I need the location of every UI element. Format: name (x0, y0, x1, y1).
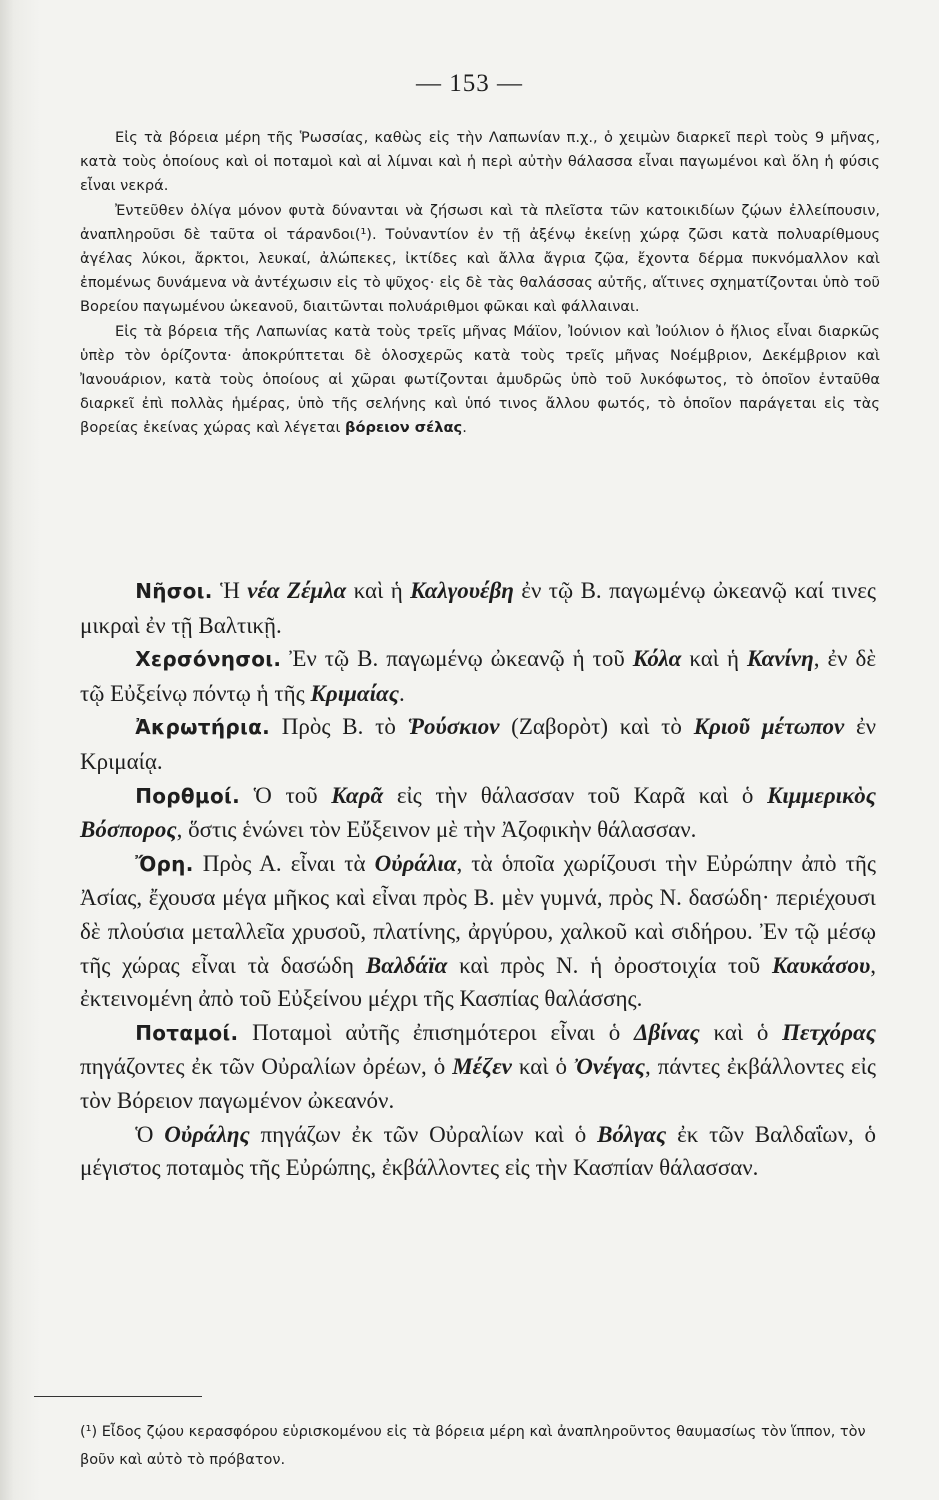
straits-text-1: Ὁ τοῦ (239, 782, 332, 808)
rivers-text-4: καὶ ὁ (511, 1054, 574, 1080)
place-name: Καλγουέβη (410, 578, 514, 603)
place-name: Κριμαίας (310, 680, 399, 706)
mountains-text-1: Πρὸς Α. εἶναι τὰ (193, 850, 375, 876)
section-capes (80, 710, 876, 778)
footnote-text: Εἶδος ζῴου κερασφόρου εὑρισκομένου εἰς τὰ βόρεια μέρη καὶ ἀναπληροῦντος θαυμασίως τὸν ἵππον, τὸν βοῦν καὶ αὐτὸ τὸ πρόβατον. (80, 1424, 866, 1468)
paragraph-fauna-text-2: . Τοὐναντίον ἐν τῇ ἀξένῳ ἐκείνῃ χώρᾳ ζῶσι κατὰ πολυαρίθμους ἀγέλας λύκοι, ἄρκτοι, λευκαί, ἀλώπεκες, ἰκτίδες καὶ ἄλλα ἄγρια ζῷα, ἔχοντα δέρμα πυκνόμαλλον καὶ ἐπομένως δυνάμενα νὰ ἀντέχωσιν εἰς τὸ ψῦχος· εἰς δὲ τὰς θαλάσσας αὐτῆς, αἵτινες σχηματίζονται ὑπὸ τοῦ Βορείου παγωμένου ὠκεανοῦ, διαιτῶνται πολυάριθμοι φῶκαι καὶ φάλλαιναι. (80, 225, 881, 316)
place-name: Καυκάσου (771, 952, 871, 978)
paragraph-sun-end: . (462, 419, 467, 437)
islands-text-2: καὶ ἡ (346, 578, 411, 603)
place-name: Κόλα (632, 646, 682, 672)
place-name: Βαλδάϊα (365, 952, 448, 978)
place-name: Βόλγας (597, 1121, 667, 1147)
place-name: Πετχόρας (782, 1019, 876, 1045)
volga-text-3: ἐκ τῶν Βαλδαΐων, ὁ μέγιστος ποταμὸς τῆς Εὐρώπης, ἐκβάλλοντες εἰς τὴν Κασπίαν θάλασσαν. (80, 1121, 876, 1181)
capes-text-2: (Ζαβορὸτ) καὶ τὸ (499, 714, 694, 740)
page-number: — 153 — (416, 70, 523, 97)
peninsulas-text-3: , ἐν δὲ τῷ Εὐξείνῳ πόντῳ ἡ τῆς (80, 646, 877, 706)
place-name: Μέζεν (452, 1054, 512, 1080)
volga-text-1: Ὁ (135, 1121, 165, 1147)
heading-islands: Νῆσοι. (135, 579, 213, 603)
straits-text-3: , ὅστις ἑνώνει τὸν Εὔξεινον μὲ τὴν Ἀζοφικὴν θάλασσαν. (176, 817, 697, 843)
section-peninsulas (80, 642, 876, 710)
geography-sections (80, 574, 876, 1185)
footnote (80, 1418, 880, 1474)
heading-peninsulas: Χερσόνησοι. (135, 647, 282, 672)
mountains-text-4: , ἐκτεινομένη ἀπὸ τοῦ Εὐξείνου μέχρι τῆς Κασπίας θαλάσσης. (80, 952, 876, 1012)
place-name: Καρᾶ (331, 782, 384, 808)
place-name: Οὐράλια (374, 850, 457, 876)
islands-text-3: ἐν τῷ Β. παγωμένῳ ὠκεανῷ καί τινες μικραὶ ἐν τῇ Βαλτικῇ. (80, 578, 876, 638)
place-name: Ὀνέγας (573, 1054, 646, 1080)
footnote-divider (34, 1396, 202, 1397)
footnote-paragraph (80, 1418, 880, 1474)
peninsulas-text-4: . (398, 680, 405, 706)
place-name: Οὐράλης (164, 1121, 250, 1147)
mountains-text-3: καὶ πρὸς Ν. ἡ ὀροστοιχία τοῦ (447, 952, 772, 978)
paragraph-winter-text: Εἰς τὰ βόρεια μέρη τῆς Ῥωσσίας, καθὼς εἰς τὴν Λαπωνίαν π.χ., ὁ χειμὼν διαρκεῖ περὶ τοὺς 9 μῆνας, κατὰ τοὺς ὁποίους καὶ οἱ ποταμοὶ καὶ αἱ λίμναι καὶ ἡ περὶ αὐτὴν θάλασσα εἶναι παγωμένοι καὶ ὅλη ἡ φύσις εἶναι νεκρά. (80, 129, 880, 195)
section-volga (80, 1118, 876, 1185)
place-name: Κιμμερικὸς Βόσπορος (80, 782, 877, 843)
intro-text-block (80, 126, 880, 441)
paragraph-sun (80, 320, 880, 441)
rivers-text-2: καὶ ὁ (699, 1019, 783, 1045)
paragraph-winter (80, 126, 880, 199)
capes-text-1: Πρὸς Β. τὸ (270, 714, 408, 740)
heading-rivers: Ποταμοί. (135, 1020, 239, 1045)
footnote-reference: (¹) (354, 225, 372, 243)
paragraph-fauna (80, 199, 880, 320)
place-name: Δβίνας (633, 1019, 700, 1045)
aurora-term: βόρειον σέλας (345, 419, 463, 437)
section-islands (80, 574, 876, 642)
place-name: Κανίνη (746, 646, 814, 672)
capes-text-3: ἐν Κριμαίᾳ. (80, 714, 876, 774)
mountains-text-2: , τὰ ὁποῖα χωρίζουσι τὴν Εὐρώπην ἀπὸ τῆς Ἀσίας, ἔχουσα μέγα μῆκος καὶ εἶναι πρὸς Β. μὲν γυμνά, πρὸς Ν. δασώδη· περιέχουσι δὲ πλούσια μεταλλεῖα χρυσοῦ, πλατίνης, ἀργύρου, χαλκοῦ καὶ σιδήρου. Ἐν τῷ μέσῳ τῆς χώρας εἶναι τὰ δασώδη (80, 850, 876, 978)
heading-straits: Πορθμοί. (135, 783, 240, 808)
rivers-text-1: Ποταμοὶ αὐτῆς ἐπισημότεροι εἶναι ὁ (238, 1019, 634, 1045)
paragraph-sun-text: Εἰς τὰ βόρεια τῆς Λαπωνίας κατὰ τοὺς τρεῖς μῆνας Μάϊον, Ἰούνιον καὶ Ἰούλιον ὁ ἥλιος εἶναι διαρκῶς ὑπὲρ τὸν ὁρίζοντα· ἀποκρύπτεται δὲ ὁλοσχερῶς κατὰ τοὺς τρεῖς μῆνας Νοέμβριον, Δεκέμβριον καὶ Ἰανουάριον, κατὰ τοὺς ὁποίους αἱ χῶραι φωτίζονται ἀμυδρῶς ὑπὸ τοῦ λυκόφωτος, τὸ ὁποῖον ἐνταῦθα διαρκεῖ ἐπὶ πολλὰς ἡμέρας, ὑπὸ τῆς σελήνης καὶ ὑπό τινος ἄλλου φωτός, τὸ ὁποῖον παράγεται εἰς τὰς βορείας ἐκείνας χώρας καὶ λέγεται (80, 322, 880, 437)
place-name: νέα Ζέμλα (247, 578, 347, 603)
heading-capes: Ἀκρωτήρια. (135, 715, 271, 740)
paragraph-fauna-text-1: Ἐντεῦθεν ὀλίγα μόνον φυτὰ δύνανται νὰ ζήσωσι καὶ τὰ πλεῖστα τῶν κατοικιδίων ζῴων ἐλλείπουσιν, ἀναπληροῦσι δὲ ταῦτα οἱ τάρανδοι (80, 201, 880, 243)
footnote-mark: (¹) (80, 1424, 98, 1440)
rivers-text-5: , πάντες ἐκβάλλοντες εἰς τὸν Βόρειον παγωμένον ὠκεανόν. (80, 1054, 876, 1113)
islands-text-1: Ἡ (212, 578, 248, 603)
peninsulas-text-2: καὶ ἡ (681, 646, 747, 672)
volga-text-2: πηγάζων ἐκ τῶν Οὐραλίων καὶ ὁ (249, 1121, 598, 1147)
place-name: Ῥούσκιον (407, 714, 500, 740)
section-mountains (80, 847, 876, 1016)
place-name: Κριοῦ μέτωπον (693, 714, 845, 740)
rivers-text-3: πηγάζοντες ἐκ τῶν Οὐραλίων ὀρέων, ὁ (80, 1054, 453, 1080)
section-rivers (80, 1016, 876, 1118)
section-straits (80, 779, 876, 847)
straits-text-2: εἰς τὴν θάλασσαν τοῦ Καρᾶ καὶ ὁ (383, 782, 768, 808)
heading-mountains: Ὄρη. (135, 851, 194, 876)
peninsulas-text-1: Ἐν τῷ Β. παγωμένῳ ὠκεανῷ ἡ τοῦ (281, 646, 633, 672)
